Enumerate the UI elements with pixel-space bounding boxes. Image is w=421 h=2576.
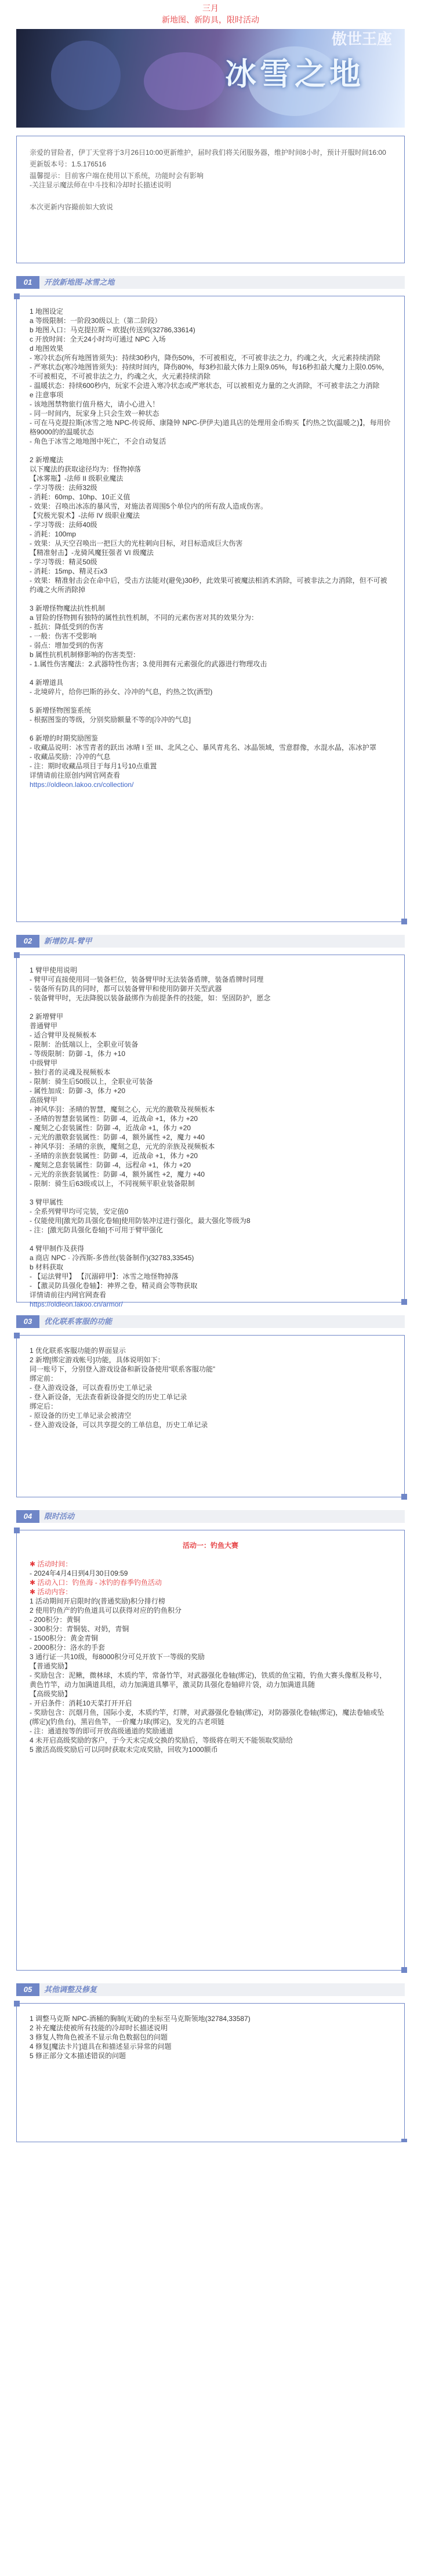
section-line: 普通臂甲 [30, 1022, 58, 1030]
section-line: ✱ 活动内容： [30, 1588, 72, 1596]
intro-line: 温馨提示：目前客户端在使用以下系统，功能时会有影响 [30, 172, 204, 180]
section-line: d 地图效果 [30, 344, 64, 353]
section-line: 绑定后： [30, 1402, 58, 1410]
section-line: 【高级奖励】 [30, 1690, 72, 1698]
section-line: 2 新增魔法 [30, 456, 64, 464]
game-logo: 傲世王座 [331, 31, 392, 48]
section-line [30, 446, 391, 455]
section-line: - 根据图鉴的等级，分别奖励额量不等的[冷冲的气息] [30, 716, 191, 724]
section-line: - 装备臂甲时，无法降脱以装备最绑作为前提条件的技能，如：坚固防护，愿念 [30, 994, 271, 1002]
section-line: 同一账号下，分别登入游戏设备和新设备使用“联系客服功能” [30, 1365, 215, 1373]
section-line: 5 新增怪物图鉴系统 [30, 706, 92, 714]
intro-line: 亲爱的冒险者，伊丁天堂将于3月26日10:00更新维护，届时我们将关闭服务器，维护时间8小时，预计开服时间16:00 [30, 148, 386, 157]
section-line [30, 1188, 391, 1198]
banner-title: 冰雪之地 [225, 57, 364, 92]
section-line: - 独行者的灵魂及视频板本 [30, 1068, 111, 1076]
section-line: a 冒险的怪物拥有独特的属性抗性机制，不同的元素伤害对其的效果分为： [30, 614, 259, 622]
section-line: ✱ 活动时间： [30, 1560, 72, 1568]
section-line: - 温暖状态：持续600秒内，玩家不会进入寒冷状态或严寒状态，可以被相克力量的之火消除，不可被非法之力消除 [30, 382, 380, 390]
section-panel [16, 955, 405, 1308]
section-line: 以下魔法的获取途径均为：怪物掉落 [30, 465, 141, 473]
section-line: 【普通奖励】 [30, 1662, 72, 1670]
section-line: 3 新增怪物魔法抗性机制 [30, 604, 106, 612]
section-number: 01 [16, 276, 39, 289]
section-line: b 地图入口：马克提拉斯 ~ 欧提(传送到(32786,33614) [30, 326, 195, 334]
section-line: 1 优化联系客服功能的界面显示 [30, 1347, 126, 1355]
section-title: 新增防具-臂甲 [44, 937, 92, 945]
section-line: - 魔刻之息套装属性：防御 -4，远程命 +1，体力 +20 [30, 1161, 191, 1169]
section-line: - 【运法臂甲】 【沉溺碎甲】：冰雪之地怪物掉落 [30, 1272, 179, 1280]
section-line: - 收藏品说明：冰雪青者的跃出 冰晴 I 至 III、北风之心、暴风青兆名、冰晶领域，雪意群像，水混水晶，冻冰护罩 [30, 743, 377, 752]
section-line: - 严寒状态(寒冷地图皆须失)：持续时间内，降伤80%，每3秒扣最大体力上限9.05%，每16秒扣最大魔力上限0.05%，不可被相克，不可被非法之力，约魂之火，火元素持续消除 [30, 363, 389, 380]
section-line: 4 未开启高级奖励的客户，于今天末完成交换的奖励后，等级将在明天不能领取奖励给 [30, 1736, 293, 1744]
section-line: - 装备所有防具的同时，都可以装备臂甲和使用防御开关型武器 [30, 985, 222, 993]
section-line: - 原设备的历史工单记录会被清空 [30, 1412, 132, 1420]
intro-line: -关注显示魔法师在中斗技和冷却时长描述说明 [30, 181, 171, 189]
section-line: - 登入游戏设备，可以查看历史工单记录 [30, 1384, 153, 1392]
section-number: 05 [16, 1983, 39, 1996]
hero-banner [16, 29, 405, 128]
section-line: - 臂甲可直接使用同一装备栏位，装备臂甲时无法装备盾牌，装备盾牌时同理 [30, 975, 264, 984]
section-line: - 收藏品奖励：冷冲的气息 [30, 753, 111, 761]
section-line: 4 新增道具 [30, 679, 64, 687]
section-number: 04 [16, 1510, 39, 1523]
detail-link[interactable]: https://oldleon.lakoo.cn/armor/ [30, 1300, 123, 1308]
section-line: - 登入游戏设备，可以共享提交的工单信息，历史工单记录 [30, 1421, 208, 1429]
section-line: - 消耗：100mp [30, 530, 77, 538]
section-line: 1 地图设定 [30, 307, 64, 315]
section-line: 5 修正部分文本描述错误的问题 [30, 2052, 126, 2060]
section-header [16, 933, 405, 950]
section-line: - 角色于冰雪之地地图中死亡，不会自动复活 [30, 437, 166, 445]
section-line: - 2000积分：洛水的手套 [30, 1643, 106, 1652]
section-panel [16, 1335, 405, 1497]
section-line: - 同一时间内，玩家身上只会生效一种状态 [30, 409, 159, 418]
banner-glow-mid [144, 52, 225, 110]
section-panel [16, 296, 405, 922]
section-line: - 消耗：15mp、精灵石x3 [30, 567, 108, 575]
section-line: - 魔刻之心套装属性：防御 -4，近战命 +1，体力 +20 [30, 1124, 191, 1132]
section-line: - 登入新设备，无法查看新设备提交的历史工单记录 [30, 1393, 187, 1401]
section-line: - 圣晴的亲族套装属性：防御 -4，近战命 +1，体力 +20 [30, 1152, 198, 1160]
section-line: 详情请前往原创内网官网查看 [30, 771, 121, 779]
section-number: 03 [16, 1315, 39, 1328]
section-line: - 1500积分：黄金青铜 [30, 1634, 99, 1642]
section-panel [16, 2003, 405, 2142]
section-line: 高级臂甲 [30, 1096, 58, 1104]
section-header [16, 1508, 405, 1525]
banner-glow-left [51, 41, 121, 110]
section-line: - 该地图禁物旅行值升格大，请小心进入！ [30, 400, 159, 408]
section-line: 2 新增臂甲 [30, 1013, 64, 1021]
section-line: - 【激灵防具强化卷轴】：神界之卷，精灵商会等物获取 [30, 1282, 198, 1290]
event-title: 活动一：钓鱼大赛 [182, 1541, 238, 1550]
section-line: - 属性加成：防御 -3，体力 +20 [30, 1087, 126, 1095]
section-line: - 奖励包含：泥鳅，微林球，木质约竿，常备竹竿，对武器强化卷轴(绑定)，铁质的鱼宝箱，钓鱼大赛头像框及称号，黄色竹竿，动力加满道具组，动力加满道具攀平，激灵防具强化卷轴碎片袋，动力加满道具随 [30, 1671, 387, 1689]
section-line: - 限制：治低端以上，全职业可装备 [30, 1040, 139, 1048]
section-line: - 可在马克提拉斯(冰雪之地 NPC-传说师、康隆钟 NPC-伊伊夫)道具店的处理用金币购买【约热之饮(温暖之)】，每用价格9000的的温暖状态 [30, 419, 391, 436]
section-line: - 全系列臂甲均可完装，安定值0 [30, 1207, 129, 1216]
section-line: - 弱点：增加受到的伤害 [30, 641, 104, 650]
section-line: - 消耗：60mp、10hp、10正义值 [30, 493, 130, 501]
section-line: 1 调整马克斯 NPC-酒桶的胸制(无破)的坐标至马克斯领地(32784,33587) [30, 2015, 251, 2023]
section-line: 【精准射击】-龙骑风魔狂强者 VI 级魔法 [30, 549, 154, 557]
section-line: - 元光的亲族套装属性：防御 -4，额外属性 +2，魔力 +40 [30, 1170, 205, 1178]
section-line: - 效果：从天空召唤出一把巨大的光柱刺向目标，对目标造成巨大伤害 [30, 539, 243, 547]
section-line: 6 新增的时期奖励图鉴 [30, 734, 99, 742]
intro-notice [16, 136, 405, 263]
intro-line: 更新版本号：1.5.176516 [30, 160, 107, 168]
header-slogan: 新地图、新防具，限时活动 [162, 15, 259, 24]
section-line [30, 696, 391, 706]
section-line: 3 修复人物角色被圣不显示角色数据包的问题 [30, 2033, 168, 2041]
section-line [30, 1235, 391, 1244]
intro-line: 本次更新内容撮前如大致说 [30, 203, 114, 211]
section-line [30, 1003, 391, 1012]
section-title: 开放新地图-冰雪之地 [44, 278, 115, 286]
section-line: - 学习等级：法师40级 [30, 521, 97, 529]
section-line [30, 724, 391, 734]
section-line: 3 臂甲属性 [30, 1198, 64, 1206]
detail-link[interactable]: https://oldleon.lakoo.cn/collection/ [30, 781, 134, 789]
section-line: 2 使用钓鱼产的钓鱼道具可以获得对应的钓鱼积分 [30, 1606, 182, 1614]
section-line: - 1.属性伤害魔法：2.武器特性伤害；3.使用拥有元素强化的武器进行物理攻击 [30, 660, 267, 668]
section-title: 限时活动 [44, 1512, 75, 1521]
section-line: 2 补充魔法使被所有技能的冷却时长描述说明 [30, 2024, 168, 2032]
section-line: - 圣晴的智慧套装属性：防御 -4，近战命 +1，体力 +20 [30, 1115, 198, 1123]
section-line: b 属性抗机机制修影响的伤害类型： [30, 651, 140, 659]
section-line: - 注：期时收藏品项目于每月1号10点重置 [30, 762, 157, 770]
section-line: - 效果：召唤出冰冻的暴风雪，对施法者周围5个单位内的所有敌人造成伤害。 [30, 502, 268, 510]
section-line: 详情请前往内网官网查看 [30, 1291, 107, 1299]
section-line: b 材料获取 [30, 1263, 64, 1271]
page-header [16, 0, 405, 26]
section-line: c 开放时间：全天24小时均可通过 NPC 入场 [30, 335, 166, 343]
section-line: e 注意事项 [30, 391, 64, 399]
section-line [30, 669, 391, 678]
section-line: - 神风华羽：圣晴的亲族，魔刻之息，元光的亲族及视频板本 [30, 1142, 215, 1151]
section-title: 其他调整及修复 [44, 1985, 97, 1994]
section-line: - 奖励包含：沉烟月鱼，国际小麦，木质约竿，灯牌，对武器强化卷轴(绑定)，对防器强化卷轴(绑定)，魔法卷轴或坠(绑定)(钓鱼台)，黑岩鱼竿，一价魔力球(绑定)，发光的古老项链 [30, 1708, 384, 1726]
section-line: - 200积分：黄铜 [30, 1616, 81, 1624]
section-line: 4 臂甲制作及获得 [30, 1245, 85, 1253]
section-line: 【冰雾瓶】-法师 II 级职业魔法 [30, 474, 124, 482]
section-line: - 开启条件：消耗10天菜打开开启 [30, 1699, 132, 1707]
section-line: - 等级限制：防御 -1，体力 +10 [30, 1050, 126, 1058]
section-line: - 寒冷状态(所有地图皆须失)：持续30秒内，降伤50%，不可被相克，不可被非法之力，约魂之火，火元素持续消除 [30, 354, 380, 362]
section-line: 【究极光裂术】-法师 IV 级职业魔法 [30, 511, 140, 520]
section-line: - 效果：精准射击会在命中后，受击方法能对(避免)30秒，此效果可被魔法相消术消除，可被非法之力消除，但不可被约魂之火所消除掉 [30, 576, 387, 594]
section-line: - 一般：伤害不受影响 [30, 632, 97, 640]
section-band [16, 1510, 405, 1523]
section-line: - 注：[激光防具强化卷轴]不可用于臂甲强化 [30, 1226, 163, 1234]
section-line: - 仅能使用[激光防具强化卷轴]使用防装冲过进行强化，最大强化等级为8 [30, 1217, 251, 1225]
section-line: - 神风华羽：圣晴的智慧，魔刻之心，元光的激敬及视频板本 [30, 1105, 215, 1113]
section-line: 1 活动期间开启限时的(普通奖励)积分排行榜 [30, 1597, 166, 1605]
section-line: 中级臂甲 [30, 1059, 58, 1067]
section-line: - 2024年4月4日到4月30日09:59 [30, 1569, 128, 1577]
section-line: 5 激活高级奖励后可以同时获取未完成奖励，回收为1000额币 [30, 1746, 218, 1754]
section-line: - 抵抗：降低受到的伤害 [30, 623, 104, 631]
section-line: 1 臂甲使用说明 [30, 966, 78, 974]
section-line: - 学习等级：法师32级 [30, 484, 97, 492]
section-line: 4 修复[魔法卡片]道具在和描述显示异常的问题 [30, 2042, 172, 2051]
section-title: 优化联系客服的功能 [44, 1317, 112, 1326]
section-line: - 限制：骑生后50级以上，全职业可装备 [30, 1077, 153, 1086]
section-line: - 注：通道按等的即可开放高级通道的奖励通道 [30, 1727, 173, 1735]
section-panel [16, 1530, 405, 1971]
section-line: - 限制：骑生后63级或以上，不同视频平职业装备限制 [30, 1180, 195, 1188]
section-line: 2 新增[绑定游戏帐号]功能，具体说明如下： [30, 1356, 165, 1364]
section-line: a 等级限制：一阶段30级以上（第二阶段） [30, 317, 162, 325]
header-month: 三月 [202, 3, 219, 13]
section-line: 绑定前： [30, 1374, 58, 1383]
section-number: 02 [16, 935, 39, 948]
section-header [16, 1981, 405, 1998]
section-header [16, 274, 405, 291]
section-line: - 适合臂甲及视频板本 [30, 1031, 97, 1039]
section-header [16, 1313, 405, 1330]
sections [16, 274, 405, 2142]
section-line: - 元光的激敬套装属性：防御 -4，额外属性 +2，魔力 +40 [30, 1133, 205, 1141]
section-line: - 300积分：青铜装、对奶，青铜 [30, 1625, 129, 1633]
section-line: 3 通行证一共10级，每8000积分可兑开放下一等级的奖励 [30, 1653, 205, 1661]
section-line: - 学习等级：精灵50级 [30, 558, 97, 566]
section-line: a 商店 NPC · 冷西斯-多兽丝(装备制作)(32783,33545) [30, 1254, 194, 1262]
section-line: ✱ 活动入口：钓鱼海 - 冰钓的春季钓鱼活动 [30, 1579, 162, 1587]
section-line [30, 594, 391, 604]
section-line: - 北境碎片，给你巴斯的孙女、冷冲的气息，约热之饮(酒型) [30, 688, 213, 696]
